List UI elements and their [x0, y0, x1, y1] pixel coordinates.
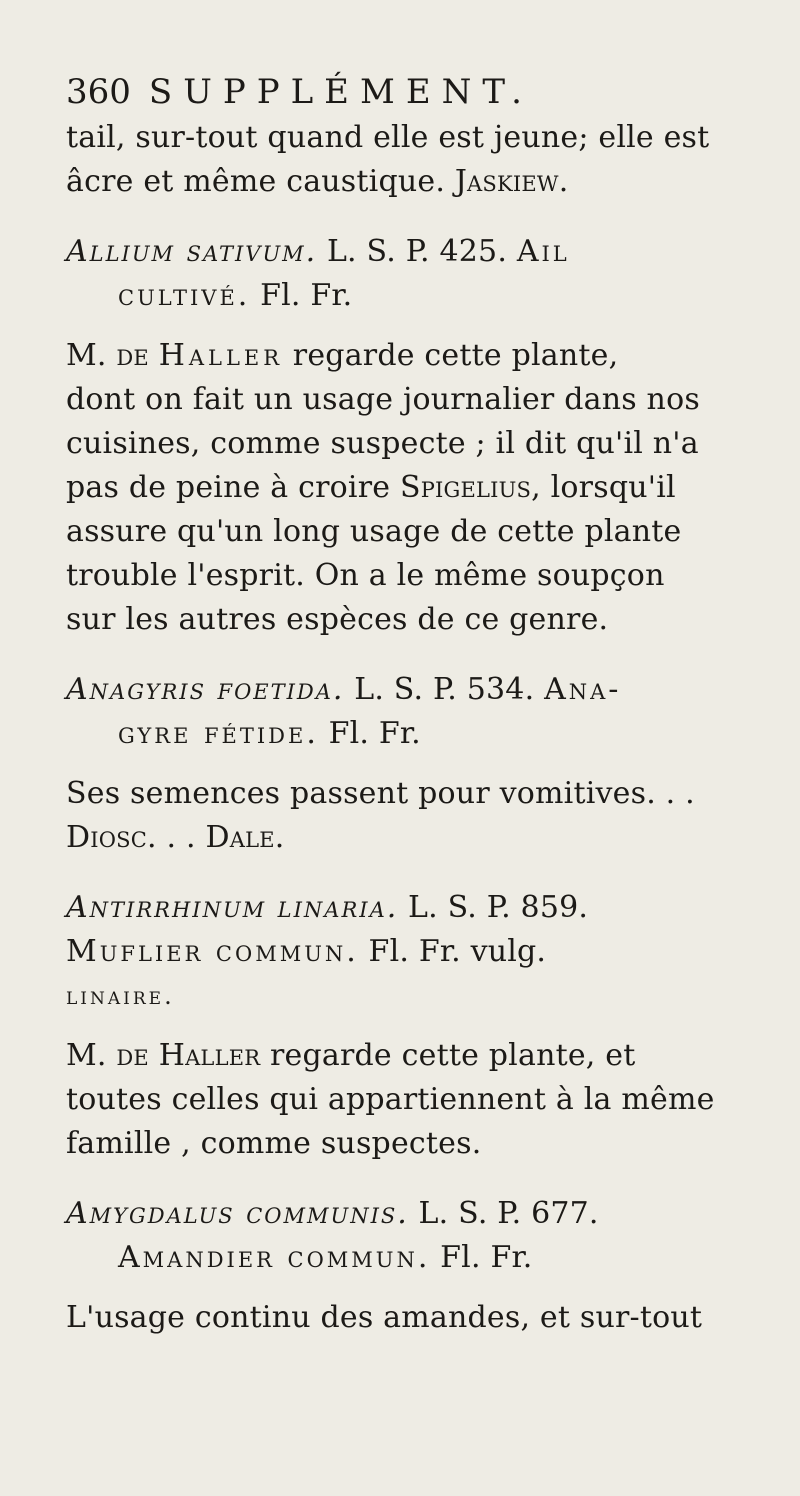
author-name: Spigelius	[399, 470, 532, 505]
text-line: âcre et même caustique. Jaskiew.	[66, 164, 569, 199]
text-line: L'usage continu des amandes, et sur-tout	[66, 1300, 703, 1335]
entry-heading-amygdalus-cont: Amandier commun. Fl. Fr.	[118, 1240, 533, 1275]
text-line: Ses semences passent pour vomitives. . .	[66, 776, 695, 811]
latin-name: Antirrhinum linaria.	[66, 890, 399, 925]
latin-name: Allium sativum.	[66, 234, 318, 269]
latin-name: Amygdalus communis.	[66, 1196, 409, 1231]
page-text	[66, 70, 786, 1340]
text-line: sur les autres espèces de ce genre.	[66, 602, 609, 637]
author-name: Haller	[158, 1038, 261, 1073]
french-name: Muflier commun.	[66, 934, 359, 969]
text-line: M. de Haller regarde cette plante, et	[66, 1038, 636, 1073]
french-name: Ail	[516, 234, 570, 269]
author-name: Haller	[158, 338, 284, 373]
text-line: trouble l'esprit. On a le même soupçon	[66, 558, 665, 593]
entry-heading-anagyris-cont: gyre fétide. Fl. Fr.	[118, 716, 421, 751]
author-name: Diosc	[66, 820, 148, 855]
text-line: famille , comme suspectes.	[66, 1126, 482, 1161]
latin-name: Anagyris foetida.	[66, 672, 345, 707]
text-line: dont on fait un usage journalier dans nos	[66, 382, 700, 417]
text-line: toutes celles qui appartiennent à la même	[66, 1082, 715, 1117]
entry-heading-anagyris: Anagyris foetida. L. S. P. 534. Ana-	[66, 672, 622, 707]
page-title: SUPPLÉMENT.	[148, 72, 533, 112]
text-line: pas de peine à croire Spigelius, lorsqu'il	[66, 470, 676, 505]
entry-heading-antirrhinum-vulg: linaire.	[66, 982, 175, 1010]
running-header	[66, 70, 786, 114]
text-line: tail, sur-tout quand elle est jeune; elle est	[66, 120, 710, 155]
entry-heading-antirrhinum: Antirrhinum linaria. L. S. P. 859.	[66, 890, 589, 925]
french-name: Amandier commun.	[118, 1240, 431, 1275]
text-line: M. de Haller regarde cette plante,	[66, 338, 619, 373]
entry-heading-allium: Allium sativum. L. S. P. 425. Ail	[66, 234, 570, 269]
text-line: assure qu'un long usage de cette plante	[66, 514, 682, 549]
author-name: Jaskiew.	[454, 164, 569, 199]
entry-heading-allium-cont: cultivé. Fl. Fr.	[118, 278, 353, 313]
page-number: 360	[66, 72, 131, 112]
french-name: Ana-	[544, 672, 622, 707]
text-line: Diosc. . . Dale.	[66, 820, 285, 855]
author-name: Dale	[205, 820, 275, 855]
text-line: cuisines, comme suspecte ; il dit qu'il n'a	[66, 426, 699, 461]
entry-heading-amygdalus: Amygdalus communis. L. S. P. 677.	[66, 1196, 599, 1231]
entry-heading-antirrhinum-cont: Muflier commun. Fl. Fr. vulg.	[66, 934, 547, 969]
